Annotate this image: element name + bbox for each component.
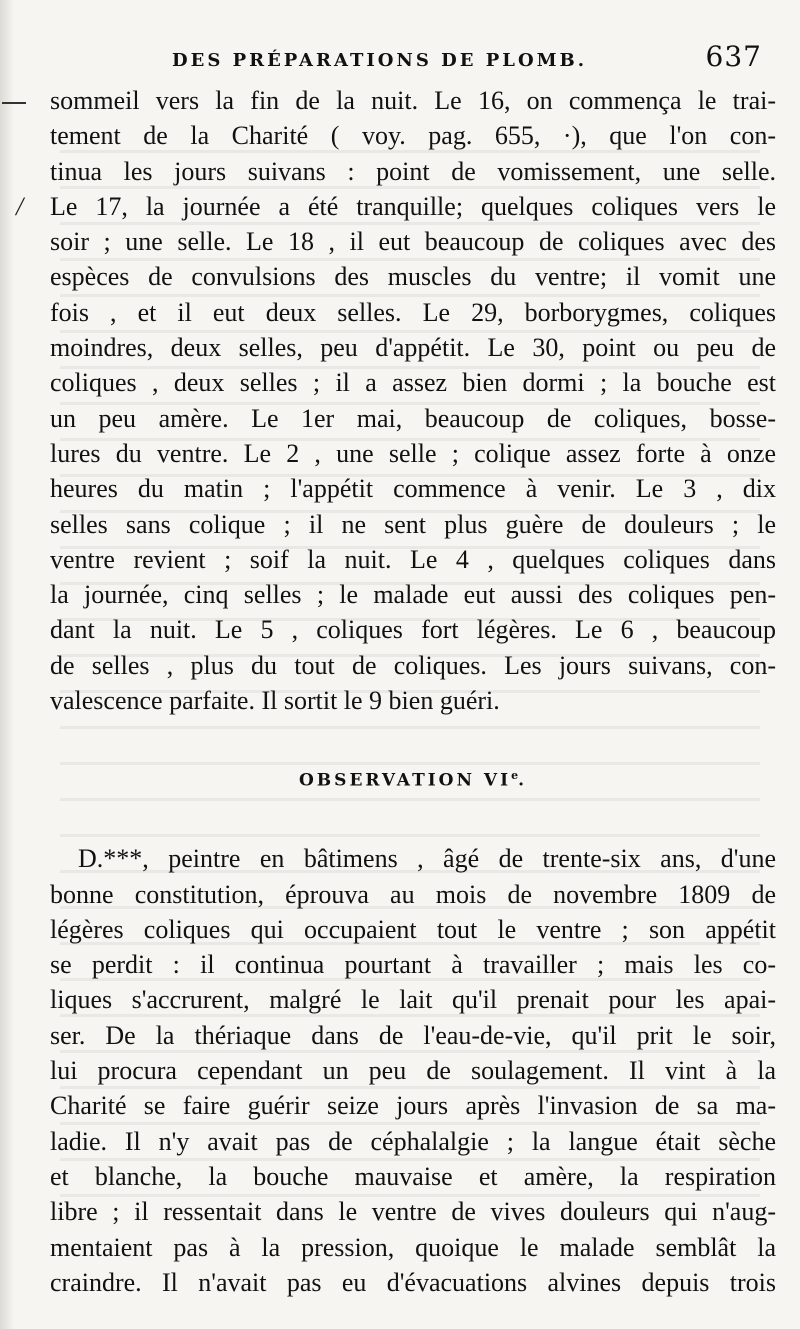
text-line: espèces de convulsions des muscles du ventre; il vomit une — [50, 262, 776, 292]
text-line: libre ; il ressentait dans le ventre de vives douleurs qui n'aug- — [50, 1197, 776, 1227]
page-number: 637 — [705, 40, 762, 73]
margin-tick-mark — [2, 102, 26, 104]
text-line: ladie. Il n'y avait pas de céphalalgie ; la langue était sèche — [50, 1126, 776, 1156]
running-title: DES PRÉPARATIONS DE PLOMB. — [172, 50, 588, 71]
text-line: liques s'accrurent, malgré le lait qu'il prenait pour les apai- — [50, 985, 776, 1015]
scan-edge-shadow — [0, 0, 14, 1329]
text-line: fois , et il eut deux selles. Le 29, borborygmes, coliques — [50, 297, 776, 327]
text-line: bonne constitution, éprouva au mois de novembre 1809 de — [50, 879, 776, 909]
text-line: tement de la Charité ( voy. pag. 655, ·), que l'on con- — [50, 121, 776, 151]
text-line: lui procura cependant un peu de soulagement. Il vint à la — [50, 1056, 776, 1086]
observation-suffix: e — [511, 769, 519, 783]
text-line: se perdit : il continua pourtant à travailler ; mais les co- — [50, 950, 776, 980]
text-line: ser. De la thériaque dans de l'eau-de-vie, qu'il prit le soir, — [50, 1020, 776, 1050]
text-line: selles sans colique ; il ne sent plus guère de douleurs ; le — [50, 509, 776, 539]
text-line: ventre revient ; soif la nuit. Le 4 , quelques coliques dans — [50, 544, 776, 574]
text-line: un peu amère. Le 1er mai, beaucoup de coliques, bosse- — [50, 403, 776, 433]
text-line: Le 17, la journée a été tranquille; quelques coliques vers le — [50, 191, 776, 221]
text-line: heures du matin ; l'appétit commence à venir. Le 3 , dix — [50, 474, 776, 504]
text-line: moindres, deux selles, peu d'appétit. Le 30, point ou peu de — [50, 333, 776, 363]
text-line: coliques , deux selles ; il a assez bien dormi ; la bouche est — [50, 368, 776, 398]
text-line: tinua les jours suivans : point de vomissement, une selle. — [50, 156, 776, 186]
text-line: sommeil vers la fin de la nuit. Le 16, on commença le trai- — [50, 86, 776, 115]
observation-period: . — [518, 771, 527, 791]
text-line: craindre. Il n'avait pas eu d'évacuations alvines depuis trois — [50, 1267, 776, 1297]
text-line: dant la nuit. Le 5 , coliques fort légères. Le 6 , beaucoup — [50, 615, 776, 645]
text-line: et blanche, la bouche mauvaise et amère, la respiration — [50, 1161, 776, 1191]
paragraph-observation — [50, 841, 776, 1300]
observation-title: OBSERVATION VI — [299, 771, 512, 791]
text-line: légères coliques qui occupaient tout le ventre ; son appétit — [50, 914, 776, 944]
page-header — [172, 40, 762, 80]
observation-heading — [50, 758, 776, 799]
text-line: de selles , plus du tout de coliques. Les jours suivans, con- — [50, 650, 776, 680]
margin-annotation: / — [16, 192, 24, 221]
text-line: mentaient pas à la pression, quoique le malade semblât la — [50, 1232, 776, 1262]
paragraph-continuation — [50, 83, 776, 718]
text-line: valescence parfaite. Il sortit le 9 bien guéri. — [50, 686, 500, 716]
body-text — [50, 83, 776, 1300]
text-line: la journée, cinq selles ; le malade eut aussi des coliques pen- — [50, 580, 776, 610]
text-line: Charité se faire guérir seize jours après l'invasion de sa ma- — [50, 1091, 776, 1121]
text-line: D.***, peintre en bâtimens , âgé de trente-six ans, d'une — [78, 844, 776, 874]
text-line: soir ; une selle. Le 18 , il eut beaucoup de coliques avec des — [50, 227, 776, 257]
text-line: lures du ventre. Le 2 , une selle ; colique assez forte à onze — [50, 438, 776, 468]
